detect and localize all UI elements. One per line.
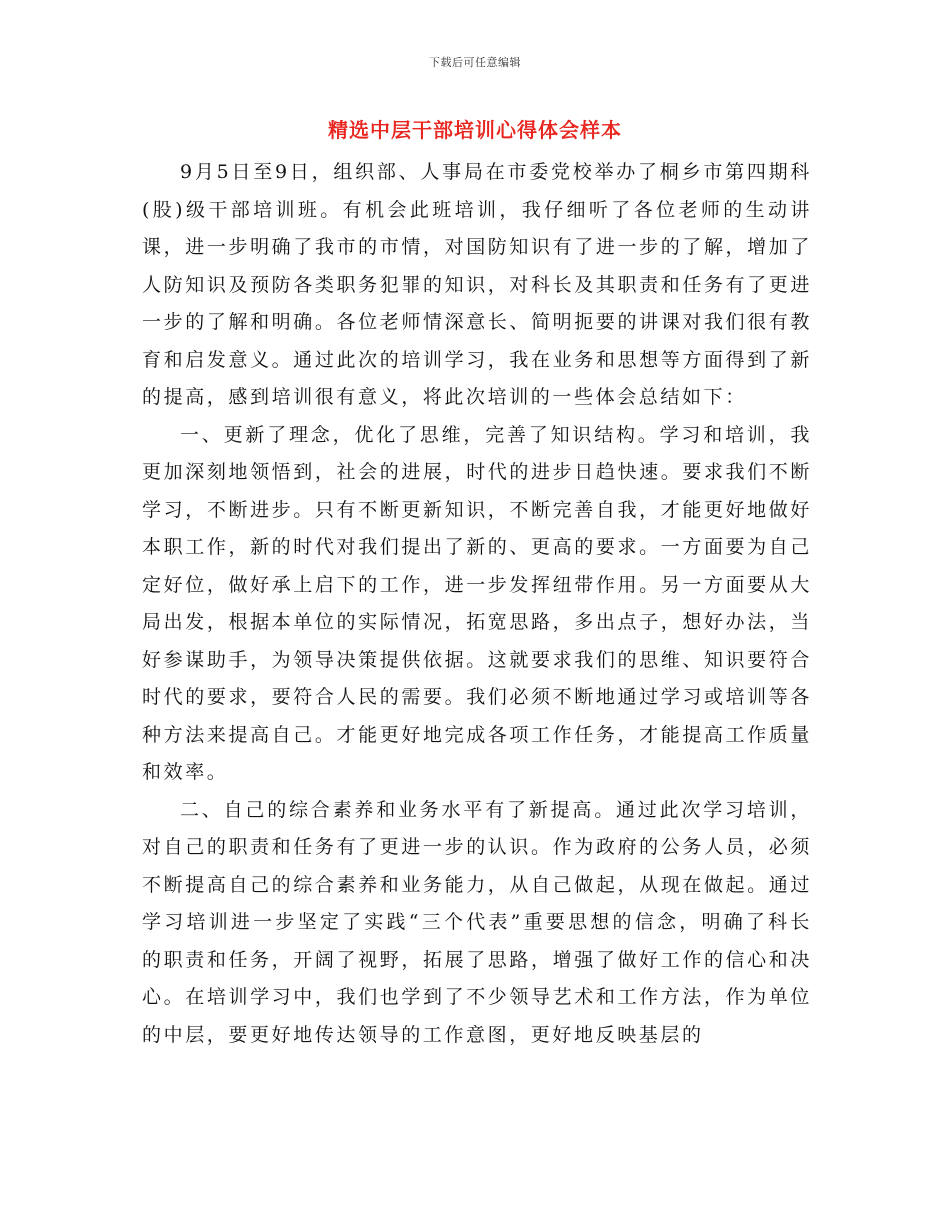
paragraph-intro: 9月5日至9日，组织部、人事局在市委党校举办了桐乡市第四期科(股)级干部培训班。有机会此班培训，我仔细听了各位老师的生动讲课，进一步明确了我市的市情，对国防知识有了进一步的了解，增加了人防知识及预防各类职务犯罪的知识，对科长及其职责和任务有了更进一步的了解和明确。各位老师情深意长、简明扼要的讲课对我们很有教育和启发意义。通过此次的培训学习，我在业务和思想等方面得到了新的提高，感到培训很有意义，将此次培训的一些体会总结如下：	[142, 161, 812, 408]
paragraph-point-one: 一、更新了理念，优化了思维，完善了知识结构。学习和培训，我更加深刻地领悟到，社会的进展，时代的进步日趋快速。要求我们不断学习，不断进步。只有不断更新知识，不断完善自我，才能更好地做好本职工作，新的时代对我们提出了新的、更高的要求。一方面要为自己定好位，做好承上启下的工作，进一步发挥纽带作用。另一方面要从大局出发，根据本单位的实际情况，拓宽思路，多出点子，想好办法，当好参谋助手，为领导决策提供依据。这就要求我们的思维、知识要符合时代的要求，要符合人民的需要。我们必须不断地通过学习或培训等各种方法来提高自己。才能更好地完成各项工作任务，才能提高工作质量和效率。	[142, 423, 812, 783]
document-body	[142, 154, 812, 1054]
header-note: 下载后可任意编辑	[429, 56, 521, 69]
document-title: 精选中层干部培训心得体会样本	[328, 118, 622, 142]
paragraph-point-two: 二、自己的综合素养和业务水平有了新提高。通过此次学习培训，对自己的职责和任务有了更进一步的认识。作为政府的公务人员，必须不断提高自己的综合素养和业务能力，从自己做起，从现在做起。通过学习培训进一步坚定了实践“三个代表”重要思想的信念，明确了科长的职责和任务，开阔了视野，拓展了思路，增强了做好工作的信心和决心。在培训学习中，我们也学到了不少领导艺术和工作方法，作为单位的中层，要更好地传达领导的工作意图，更好地反映基层的	[142, 798, 812, 1046]
